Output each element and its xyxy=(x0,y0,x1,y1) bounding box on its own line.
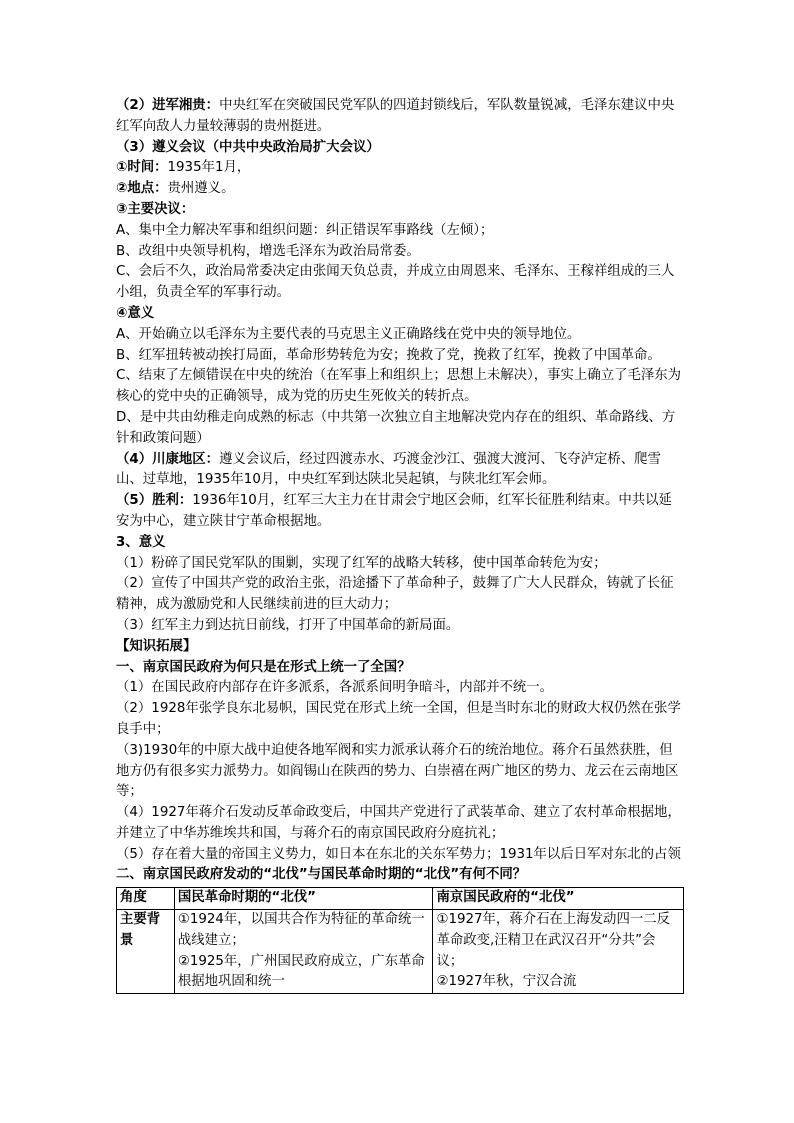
para-time: ①时间：1935年1月， xyxy=(116,160,251,176)
heading-question-2: 二、南京国民政府发动的“北伐”与国民革命时期的“北伐”有何不同？ xyxy=(116,867,527,883)
heading-resolutions: ③主要决议： xyxy=(116,201,195,217)
para-victory: （5）胜利：1936年10月，红军三大主力在甘肃会宁地区会师，红军长征胜利结束。中共以延安为中心，建立陕甘宁革命根据地。 xyxy=(116,493,672,529)
comparison-table xyxy=(116,887,684,994)
table-header-cell: 角度 xyxy=(117,888,175,910)
para-place: ②地点：贵州遵义。 xyxy=(116,181,235,197)
significance-d: D、是中共由幼稚走向成熟的标志（中共第一次独立自主地解决党内存在的组织、革命路线、方针和政策问题） xyxy=(116,409,676,446)
answer-1-item-2: （2）1928年张学良东北易帜，国民党在形式上统一全国，但是当时东北的财政大权仍然在张学良手中； xyxy=(116,701,681,737)
long-march-sig-3: （3）红军主力到达抗日前线，打开了中国革命的新局面。 xyxy=(116,617,460,633)
heading-question-1: 一、南京国民政府为何只是在形式上统一了全国？ xyxy=(116,659,411,675)
para-chuankang: （4）川康地区：遵义会议后，经过四渡赤水、巧渡金沙江、强渡大渡河、飞夺泸定桥、爬雪山、过草地，1935年10月，中央红军到达陕北吴起镇，与陕北红军会师。 xyxy=(116,451,661,488)
table-row xyxy=(117,910,684,994)
heading-significance: ④意义 xyxy=(116,305,155,321)
table-header-cell: 南京国民政府的“北伐” xyxy=(433,888,684,910)
table-cell xyxy=(174,910,433,994)
resolution-a: A、集中全力解决军事和组织问题：纠正错误军事路线（左倾）； xyxy=(116,222,494,238)
answer-1-item-1: （1）在国民政府内部存在许多派系，各派系间明争暗斗，内部并不统一。 xyxy=(116,680,554,696)
significance-b: B、红军扭转被动挨打局面，革命形势转危为安；挽救了党，挽救了红军，挽救了中国革命。 xyxy=(116,347,661,363)
answer-1-item-5: （5）存在着大量的帝国主义势力，如日本在东北的关东军势力；1931年以后日军对东北的占领 xyxy=(116,846,681,862)
long-march-sig-1: （1）粉碎了国民党军队的围剿，实现了红军的战略大转移，使中国革命转危为安； xyxy=(116,555,607,571)
table-cell-line: ①1927年，蒋介石在上海发动四一二反革命政变,汪精卫在武汉召开“分共”会议； xyxy=(436,912,671,969)
resolution-b: B、改组中央领导机构，增选毛泽东为政治局常委。 xyxy=(116,243,420,259)
heading-zunyi-meeting: （3）遵义会议（中共中央政治局扩大会议） xyxy=(116,139,380,155)
resolution-c: C、会后不久，政治局常委决定由张闻天负总责，并成立由周恩来、毛泽东、王稼祥组成的三人小组，负责全军的军事行动。 xyxy=(116,264,675,301)
table-cell-line: ①1924年，以国共合作为特征的革命统一战线建立； xyxy=(177,912,425,948)
table-cell-line: ②1927年秋，宁汉合流 xyxy=(436,974,577,990)
table-row-label: 主要背景 xyxy=(117,910,175,994)
table-header-row xyxy=(117,888,684,910)
table-cell-line: ②1925年，广州国民政府成立，广东革命根据地巩固和统一 xyxy=(177,953,425,990)
long-march-sig-2: （2）宣传了中国共产党的政治主张，沿途播下了革命种子，鼓舞了广大人民群众，铸就了长征精神，成为激励党和人民继续前进的巨大动力； xyxy=(116,576,674,613)
table-cell xyxy=(433,910,684,994)
table-header-cell: 国民革命时期的“北伐” xyxy=(174,888,433,910)
answer-1-item-3: （3)1930年的中原大战中迫使各地军阀和实力派承认蒋介石的统治地位。蒋介石虽然获胜，但地方仍有很多实力派势力。如阎锡山在陕西的势力、白崇禧在两广地区的势力、龙云在云南地区等； xyxy=(116,742,679,800)
answer-1-item-4: （4）1927年蒋介石发动反革命政变后，中国共产党进行了武装革命、建立了农村革命根据地，并建立了中华苏维埃共和国，与蒋介石的南京国民政府分庭抗礼； xyxy=(116,805,681,841)
heading-long-march-significance: 3、意义 xyxy=(116,534,166,550)
significance-c: C、结束了左倾错误在中央的统治（在军事上和组织上；思想上未解决），事实上确立了毛泽东为核心的党中央的正确领导，成为党的历史生死攸关的转折点。 xyxy=(116,368,682,405)
significance-a: A、开始确立以毛泽东为主要代表的马克思主义正确路线在党中央的领导地位。 xyxy=(116,326,581,342)
heading-knowledge-expansion: 【知识拓展】 xyxy=(116,638,197,654)
para-jinjun-xianggui: （2）进军湘贵：中央红军在突破国民党军队的四道封锁线后，军队数量锐减，毛泽东建议中央红军向敌人力量较薄弱的贵州挺进。 xyxy=(116,98,675,134)
document-body xyxy=(116,96,684,994)
